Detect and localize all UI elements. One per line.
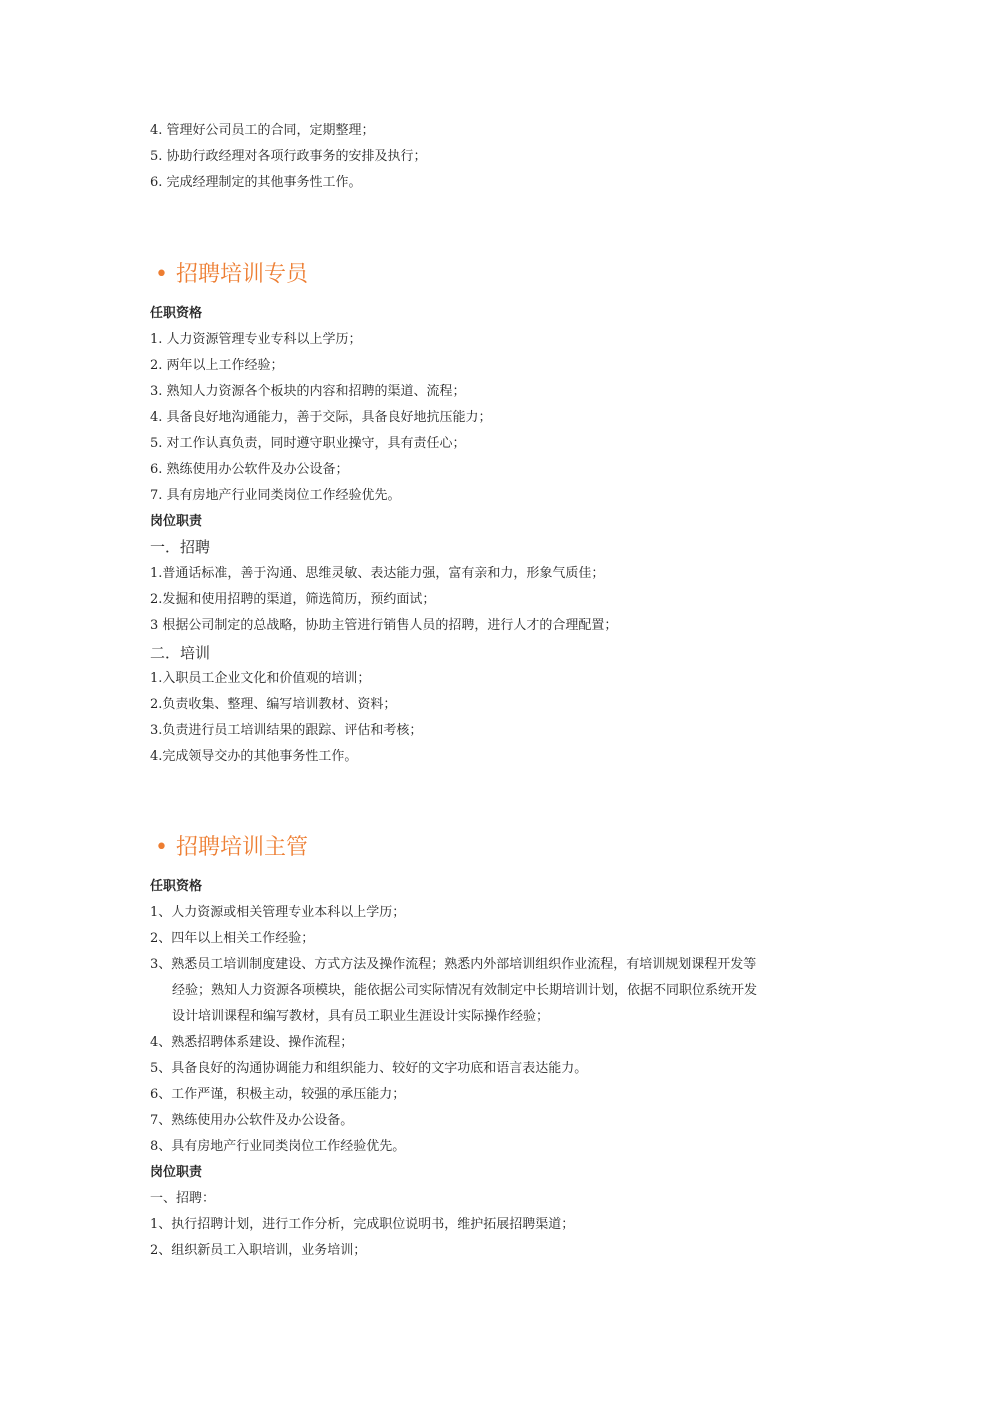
qualifications-label: 任职资格 <box>150 879 203 894</box>
list-item: 4. 具备良好地沟通能力，善于交际，具备良好地抗压能力； <box>150 410 492 425</box>
list-item: 5. 对工作认真负责，同时遵守职业操守，具有责任心； <box>150 436 466 451</box>
list-item: 3 根据公司制定的总战略，协助主管进行销售人员的招聘，进行人才的合理配置； <box>150 618 618 633</box>
list-item: 1、执行招聘计划，进行工作分析，完成职位说明书，维护拓展招聘渠道； <box>150 1217 575 1232</box>
bullet-icon: • <box>155 262 168 287</box>
list-item: 3.负责进行员工培训结果的跟踪、评估和考核； <box>150 723 423 738</box>
list-item: 1. 人力资源管理专业专科以上学历； <box>150 332 362 347</box>
duties-label: 岗位职责 <box>150 514 203 529</box>
list-item: 2、四年以上相关工作经验； <box>150 931 315 946</box>
section-heading-recruitment-training-specialist <box>155 261 308 289</box>
list-item: 1.普通话标准，善于沟通、思维灵敏、表达能力强，富有亲和力，形象气质佳； <box>150 566 605 581</box>
duties-label: 岗位职责 <box>150 1165 203 1180</box>
list-item: 2. 两年以上工作经验； <box>150 358 284 373</box>
list-item: 1.入职员工企业文化和价值观的培训； <box>150 671 371 686</box>
list-item: 6. 完成经理制定的其他事务性工作。 <box>150 175 362 190</box>
list-item-continuation: 设计培训课程和编写教材，具有员工职业生涯设计实际操作经验； <box>172 1009 550 1024</box>
list-item: 7、熟练使用办公软件及办公设备。 <box>150 1113 354 1128</box>
qualifications-label: 任职资格 <box>150 306 203 321</box>
list-item: 1、人力资源或相关管理专业本科以上学历； <box>150 905 406 920</box>
list-item: 2、组织新员工入职培训，业务培训； <box>150 1243 367 1258</box>
list-item: 5、具备良好的沟通协调能力和组织能力、较好的文字功底和语言表达能力。 <box>150 1061 588 1076</box>
list-item: 7. 具有房地产行业同类岗位工作经验优先。 <box>150 488 401 503</box>
list-item: 3. 熟知人力资源各个板块的内容和招聘的渠道、流程； <box>150 384 466 399</box>
list-item: 4、熟悉招聘体系建设、操作流程； <box>150 1035 354 1050</box>
list-item: 5. 协助行政经理对各项行政事务的安排及执行； <box>150 149 427 164</box>
list-item: 4.完成领导交办的其他事务性工作。 <box>150 749 358 764</box>
list-item: 2.发掘和使用招聘的渠道，筛选简历，预约面试； <box>150 592 436 607</box>
section-title: 招聘培训专员 <box>175 262 308 287</box>
subheading-training: 二．培训 <box>150 644 211 662</box>
subheading-recruitment: 一．招聘 <box>150 538 211 556</box>
subheading-recruitment: 一、招聘： <box>150 1191 216 1206</box>
section-title: 招聘培训主管 <box>175 835 308 860</box>
section-heading-recruitment-training-supervisor <box>155 834 308 862</box>
list-item: 6. 熟练使用办公软件及办公设备； <box>150 462 349 477</box>
list-item: 4. 管理好公司员工的合同，定期整理； <box>150 123 375 138</box>
list-item: 8、具有房地产行业同类岗位工作经验优先。 <box>150 1139 406 1154</box>
list-item: 3、熟悉员工培训制度建设、方式方法及操作流程；熟悉内外部培训组织作业流程，有培训规划课程开发等 <box>150 957 757 972</box>
bullet-icon: • <box>155 835 168 860</box>
list-item-continuation: 经验；熟知人力资源各项模块，能依据公司实际情况有效制定中长期培训计划，依据不同职位系统开发 <box>172 983 758 998</box>
list-item: 2.负责收集、整理、编写培训教材、资料； <box>150 697 397 712</box>
list-item: 6、工作严谨，积极主动，较强的承压能力； <box>150 1087 406 1102</box>
